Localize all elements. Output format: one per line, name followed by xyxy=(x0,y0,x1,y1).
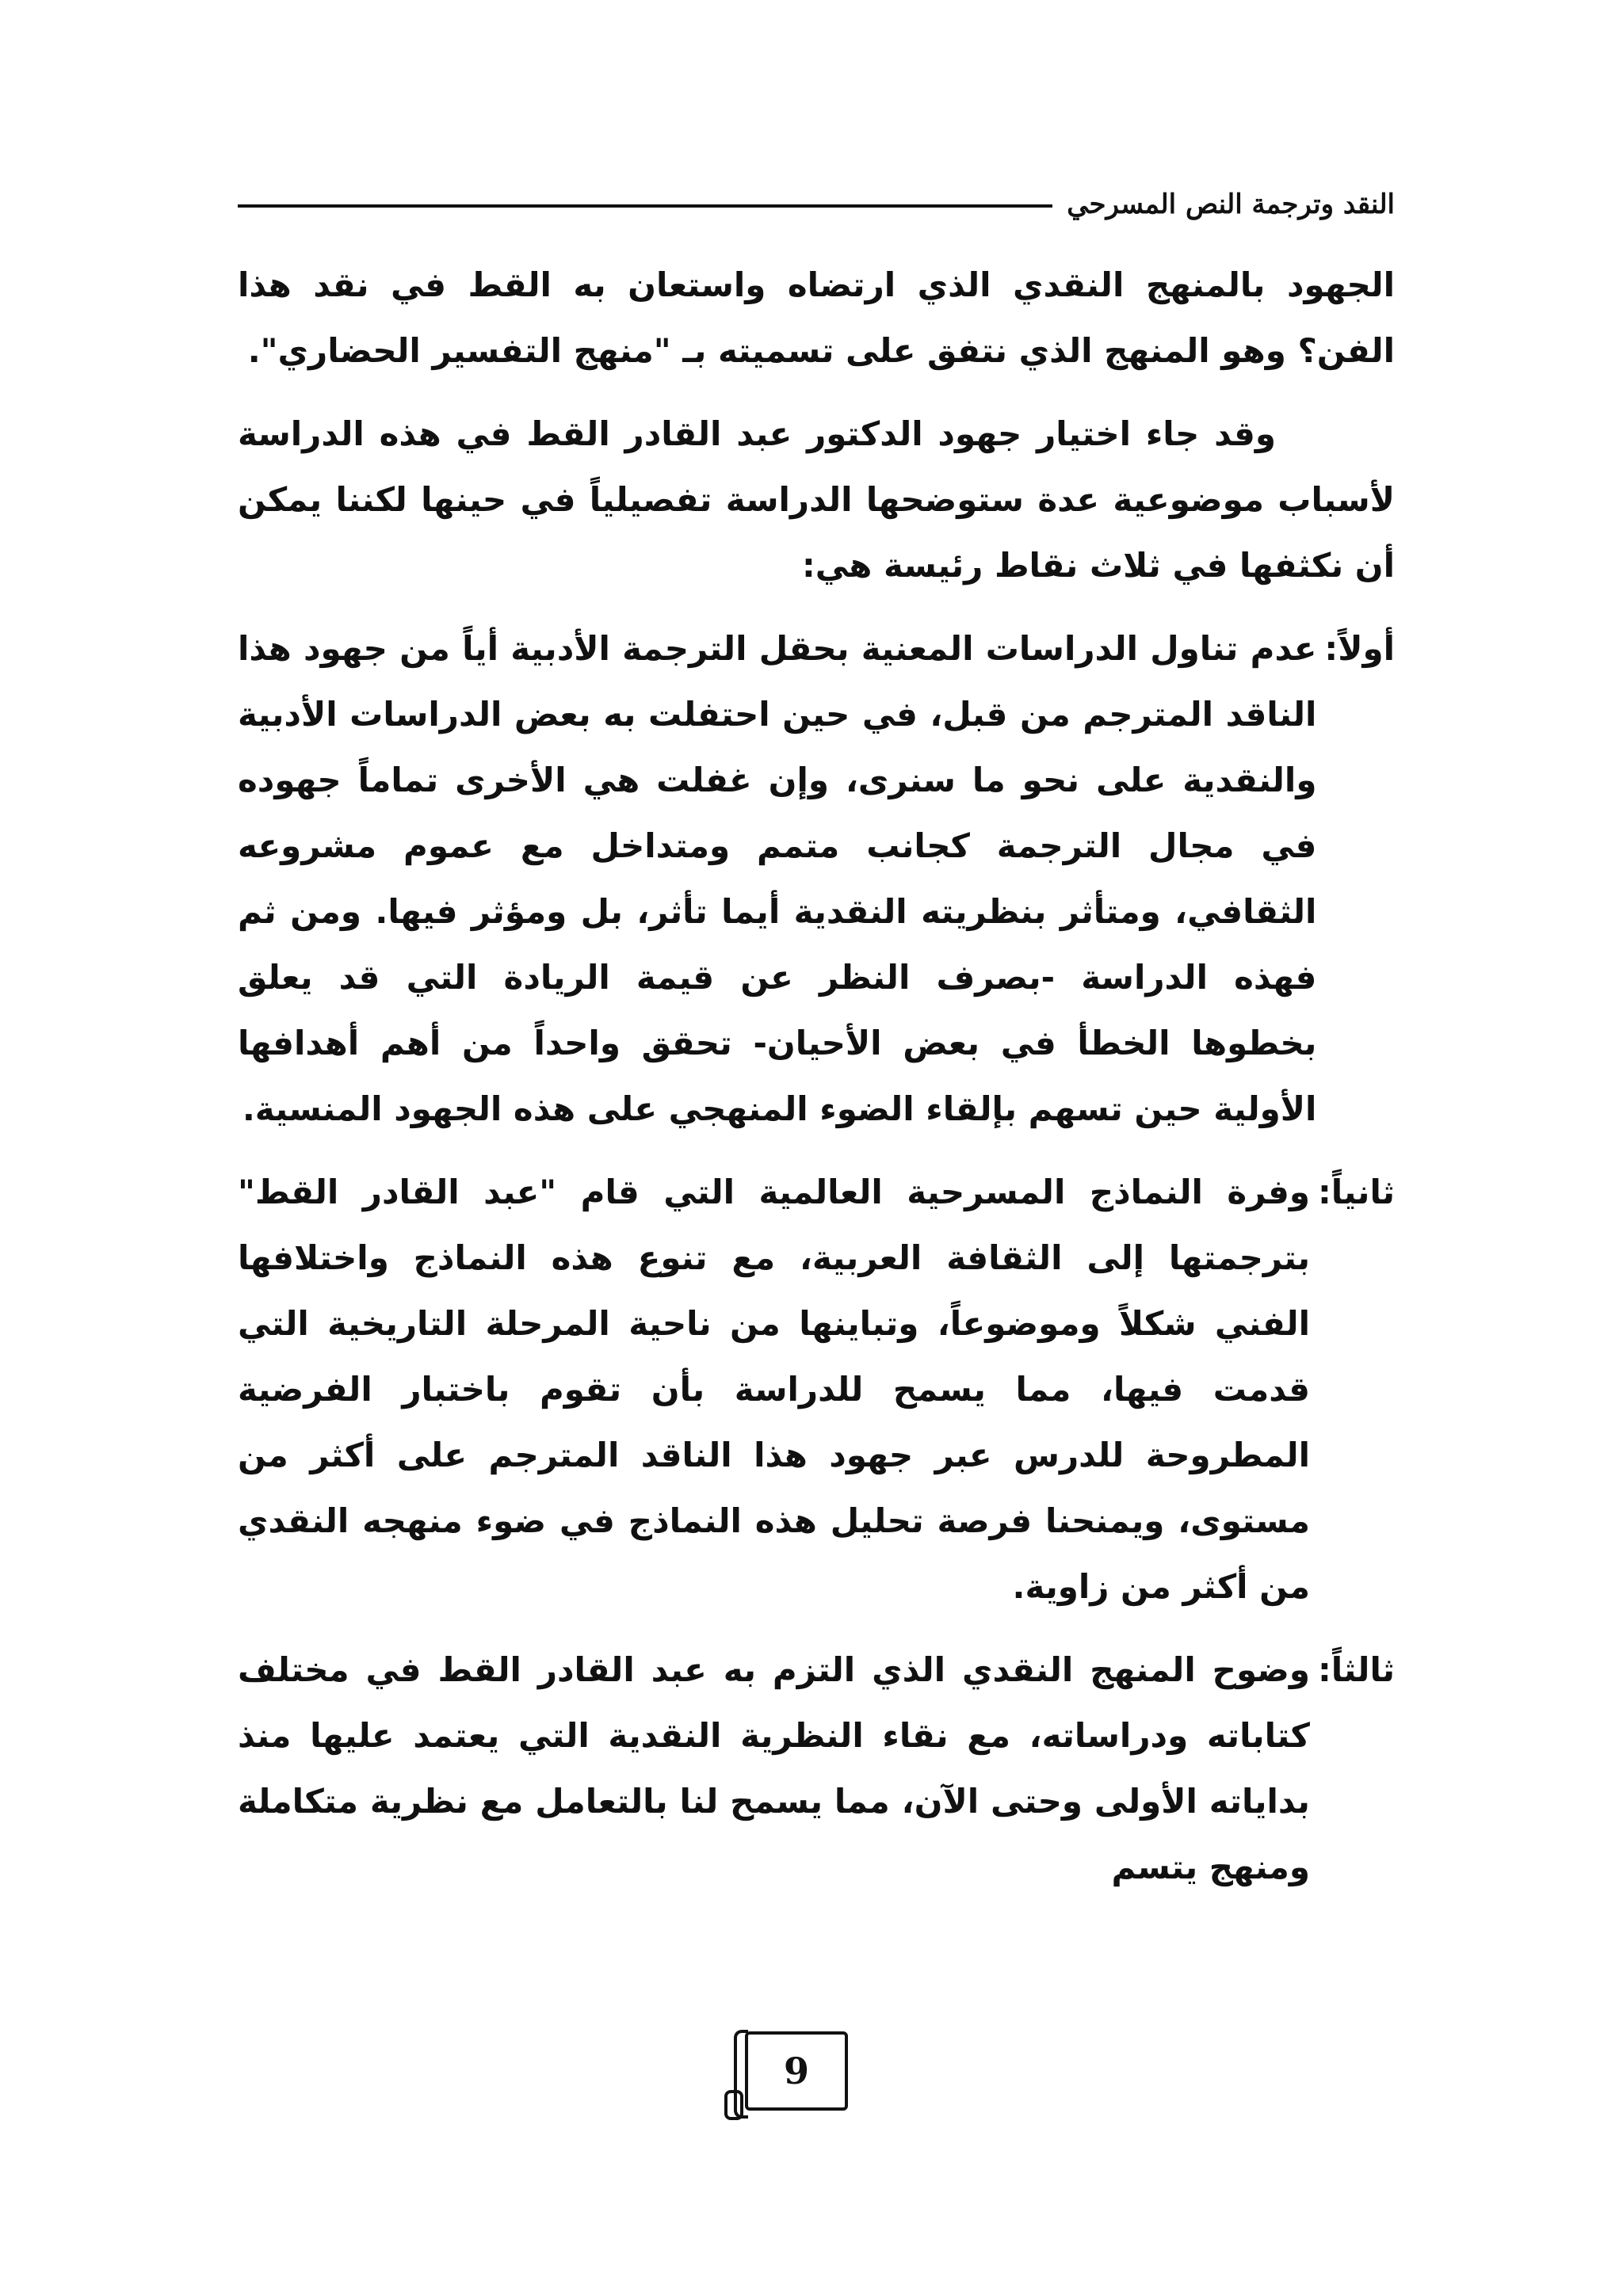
page-number: 9 xyxy=(784,2050,810,2092)
intro-paragraph-1: الجهود بالمنهج النقدي الذي ارتضاه واستعان به القط في نقد هذا الفن؟ وهو المنهج الذي نتفق على تسميته بـ "منهج التفسير الحضاري". xyxy=(238,265,1395,370)
point-first-label: أولاً: xyxy=(1324,629,1395,668)
header-rule xyxy=(238,204,1052,208)
point-second-label: ثانياً: xyxy=(1317,1173,1395,1211)
page-number-scroll xyxy=(745,2031,848,2111)
point-first-text: عدم تناول الدراسات المعنية بحقل الترجمة الأدبية أياً من جهود هذا الناقد المترجم من قبل، في حين احتفلت به بعض الدراسات الأدبية والنقدية على نحو ما سنرى، وإن غفلت هي الأخرى تماماً جهوده في مجال الترجمة كجانب متمم ومتداخل مع عموم مشروعه الثقافي، ومتأثر بنظريته النقدية أيما تأثر، بل ومؤثر فيها. ومن ثم فهذه الدراسة -بصرف النظر عن قيمة الريادة التي قد يعلق بخطوها الخطأ في بعض الأحيان- تحقق واحداً من أهم أهدافها الأولية حين تسهم بإلقاء الضوء المنهجي على هذه الجهود المنسية. xyxy=(238,629,1317,1128)
book-page xyxy=(238,0,1395,2296)
point-first xyxy=(238,616,1395,1142)
point-third xyxy=(238,1637,1395,1900)
running-header xyxy=(238,181,1395,228)
point-third-text: وضوح المنهج النقدي الذي التزم به عبد القادر القط في مختلف كتاباته ودراساته، مع نقاء النظرية النقدية التي يعتمد عليها منذ بداياته الأولى وحتى الآن، مما يسمح لنا بالتعامل مع نظرية متكاملة ومنهج يتسم xyxy=(238,1650,1310,1886)
point-third-label: ثالثاً: xyxy=(1317,1650,1395,1689)
running-title: النقد وترجمة النص المسرحي xyxy=(1067,189,1395,220)
point-second xyxy=(238,1159,1395,1619)
point-second-text: وفرة النماذج المسرحية العالمية التي قام "عبد القادر القط" بترجمتها إلى الثقافة العربية، مع تنوع هذه النماذج واختلافها الفني شكلاً وموضوعاً، وتباينها من ناحية المرحلة التاريخية التي قدمت فيها، مما يسمح للدراسة بأن تقوم باختبار الفرضية المطروحة للدرس عبر جهود هذا الناقد المترجم على أكثر من مستوى، ويمنحنا فرصة تحليل هذه النماذج في ضوء منهجه النقدي من أكثر من زاوية. xyxy=(238,1173,1310,1606)
intro-paragraph-2: وقد جاء اختيار جهود الدكتور عبد القادر القط في هذه الدراسة لأسباب موضوعية عدة ستوضحها الدراسة تفصيلياً في حينها لكننا يمكن أن نكثفها في ثلاث نقاط رئيسة هي: xyxy=(238,414,1395,585)
page-body xyxy=(238,252,1395,1900)
